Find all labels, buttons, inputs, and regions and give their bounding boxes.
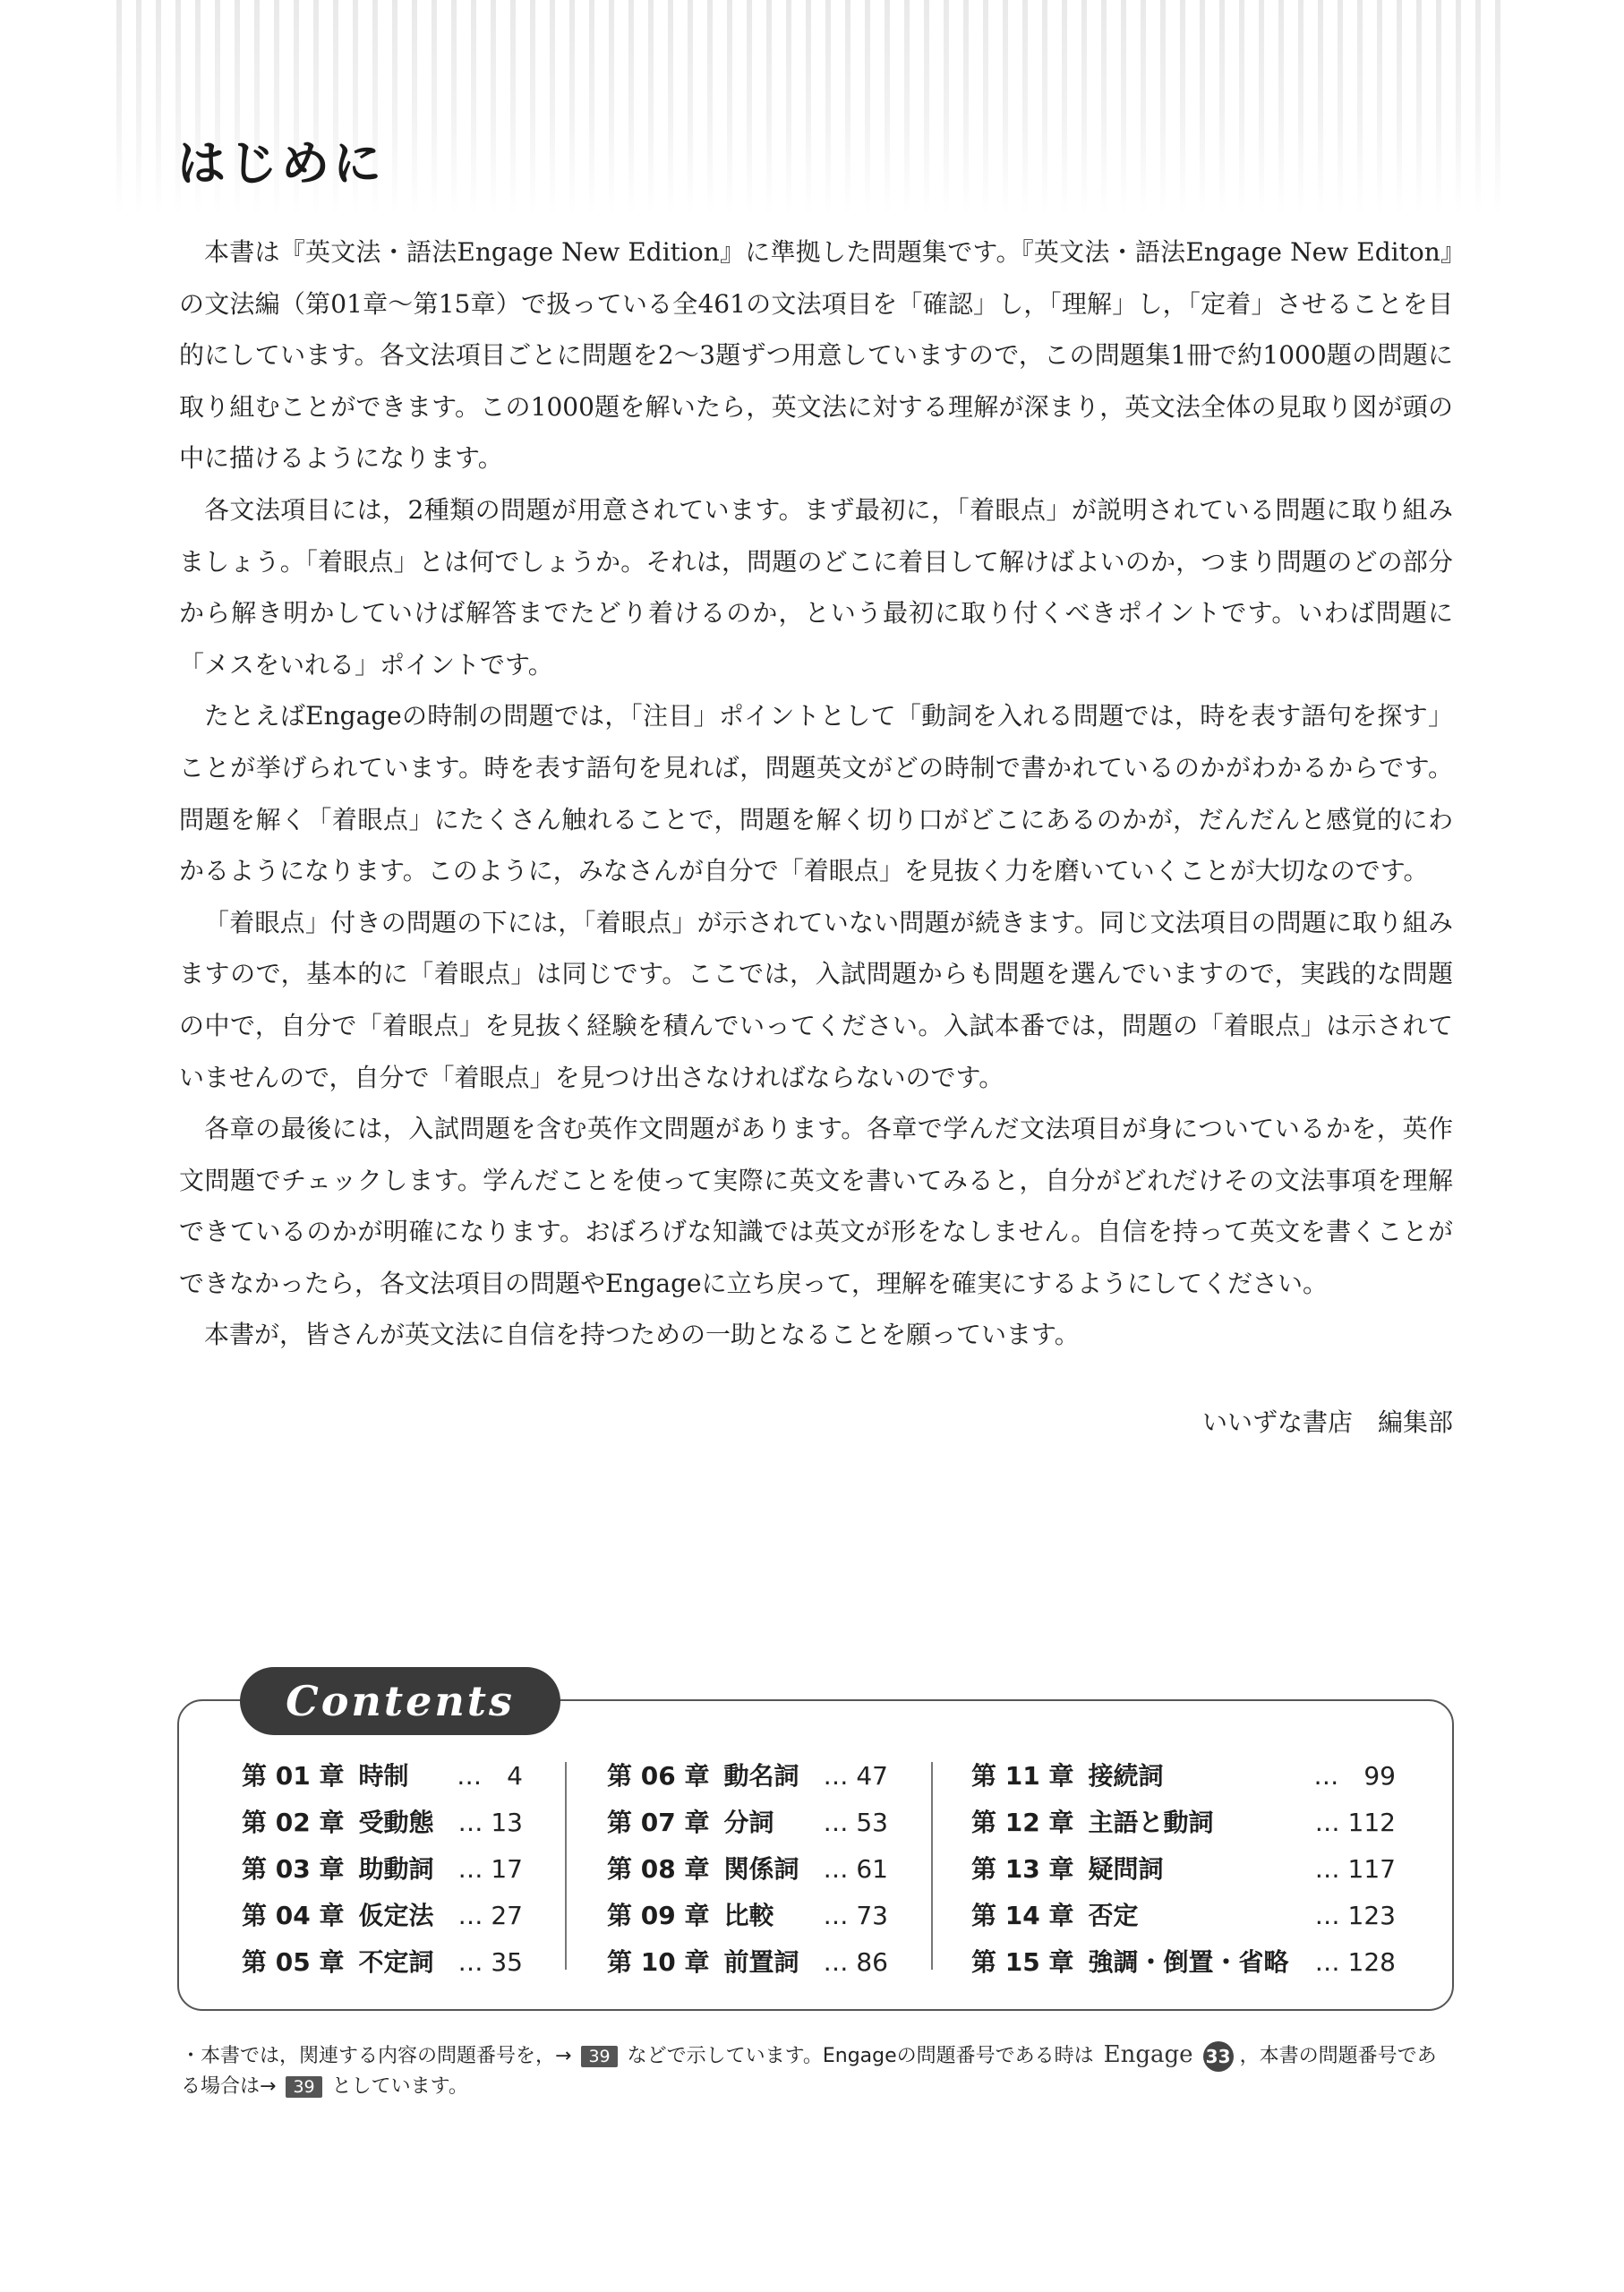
chapter-number: 第 02 章 — [242, 1808, 345, 1837]
paragraph: 各文法項目には，2種類の問題が用意されています。まず最初に，「着眼点」が説明されている問題に取り組みましょう。「着眼点」とは何でしょうか。それは，問題のどこに着目して解けばよいのか，つまり問題のどの部分から解き明かしていけば解答までたどり着けるのか，という最初に取り付くべきポイントです。いわば問題に「メスをいれる」ポイントです。 — [179, 494, 1453, 680]
engage-number-circle: 33 — [1203, 2041, 1234, 2072]
chapter-number: 第 14 章 — [971, 1901, 1074, 1930]
toc-entry[interactable] — [971, 1753, 1396, 1800]
toc-entry[interactable] — [607, 1893, 888, 1939]
page-number: … 53 — [823, 1808, 888, 1837]
preface-body — [179, 227, 1453, 1361]
toc-entry[interactable] — [971, 1939, 1396, 1986]
chapter-number: 第 10 章 — [607, 1947, 710, 1977]
footnote-text: などで示しています。Engageの問題番号である時は — [627, 2045, 1094, 2067]
toc-entry[interactable] — [607, 1800, 888, 1846]
column-divider — [931, 1762, 933, 1970]
paragraph: たとえばEngageの時制の問題では，「注目」ポイントとして「動詞を入れる問題では，時を表す語句を探す」ことが挙げられています。時を表す語句を見れば，問題英文がどの時制で書かれているのかがわかるからです。問題を解く「着眼点」にたくさん触れることで，問題を解く切り口がどこにあるのかが，だんだんと感覚的にわかるようになります。このように，みなさんが自分で「着眼点」を見抜く力を磨いていくことが大切なのです。 — [179, 701, 1453, 886]
chapter-number: 第 15 章 — [971, 1947, 1074, 1977]
page-number: … 73 — [823, 1901, 888, 1930]
contents-column-2 — [607, 1753, 888, 1982]
chapter-number: 第 05 章 — [242, 1947, 345, 1977]
page-number: … 117 — [1314, 1854, 1396, 1884]
chapter-title: 強調・倒置・省略 — [1088, 1947, 1289, 1977]
chapter-number: 第 06 章 — [607, 1761, 710, 1791]
chapter-title: 主語と動詞 — [1088, 1808, 1214, 1837]
contents-column-1 — [242, 1753, 523, 1982]
page-number: … 123 — [1314, 1901, 1396, 1930]
toc-entry[interactable] — [242, 1939, 523, 1986]
toc-entry[interactable] — [607, 1753, 888, 1800]
page-number: … 99 — [1313, 1761, 1396, 1791]
paragraph: 「着眼点」付きの問題の下には，「着眼点」が示されていない問題が続きます。同じ文法項目の問題に取り組みますので，基本的に「着眼点」は同じです。ここでは，入試問題からも問題を選んでいますので，実践的な問題の中で，自分で「着眼点」を見抜く経験を積んでいってください。入試本番では，問題の「着眼点」は示されていませんので，自分で「着眼点」を見つけ出さなければならないのです。 — [179, 907, 1453, 1092]
chapter-number: 第 12 章 — [971, 1808, 1074, 1837]
toc-entry[interactable] — [971, 1893, 1396, 1939]
page-number: … 47 — [823, 1761, 888, 1791]
chapter-title: 分詞 — [723, 1808, 774, 1837]
chapter-title: 関係詞 — [723, 1854, 799, 1884]
chapter-title: 否定 — [1088, 1901, 1139, 1930]
chapter-title: 疑問詞 — [1088, 1854, 1164, 1884]
chapter-title: 仮定法 — [358, 1901, 434, 1930]
chapter-title: 比較 — [723, 1901, 774, 1930]
footnote-text: としています。 — [331, 2075, 468, 2098]
chapter-title: 動名詞 — [723, 1761, 799, 1791]
chapter-title: 不定詞 — [358, 1947, 434, 1977]
reference-number-badge: 39 — [581, 2046, 617, 2067]
page-number: … 112 — [1314, 1808, 1396, 1837]
chapter-number: 第 03 章 — [242, 1854, 345, 1884]
toc-entry[interactable] — [242, 1800, 523, 1846]
contents-heading: Contents — [240, 1667, 560, 1735]
chapter-number: 第 11 章 — [971, 1761, 1074, 1791]
toc-entry[interactable] — [242, 1846, 523, 1893]
chapter-number: 第 04 章 — [242, 1901, 345, 1930]
footnote-text: ・本書では，関連する内容の問題番号を，→ — [181, 2045, 572, 2067]
chapter-title: 受動態 — [358, 1808, 434, 1837]
chapter-number: 第 13 章 — [971, 1854, 1074, 1884]
chapter-number: 第 01 章 — [242, 1761, 345, 1791]
footnote-text: ，本書の問題番号である場合は→ — [181, 2045, 1437, 2098]
chapter-title: 前置詞 — [723, 1947, 799, 1977]
page-number: … 35 — [457, 1947, 523, 1977]
chapter-number: 第 09 章 — [607, 1901, 710, 1930]
page-number: … 27 — [457, 1901, 523, 1930]
page-number: … 17 — [457, 1854, 523, 1884]
paragraph: 各章の最後には，入試問題を含む英作文問題があります。各章で学んだ文法項目が身についているかを，英作文問題でチェックします。学んだことを使って実際に英文を書いてみると，自分がどれだけその文法事項を理解できているのかが明確になります。おぼろげな知識では英文が形をなしません。自信を持って英文を書くことができなかったら，各文法項目の問題やEngageに立ち戻って，理解を確実にするようにしてください。 — [179, 1114, 1453, 1298]
toc-entry[interactable] — [607, 1846, 888, 1893]
signature: いいずな書店 編集部 — [1201, 1407, 1453, 1437]
footnote — [181, 2040, 1452, 2102]
page-number: … 61 — [823, 1854, 888, 1884]
chapter-title: 接続詞 — [1088, 1761, 1164, 1791]
contents-column-3 — [971, 1753, 1396, 1982]
reference-number-badge: 39 — [286, 2076, 321, 2098]
toc-entry[interactable] — [971, 1800, 1396, 1846]
toc-entry[interactable] — [607, 1939, 888, 1986]
toc-entry[interactable] — [971, 1846, 1396, 1893]
chapter-title: 助動詞 — [358, 1854, 434, 1884]
engage-label: Engage — [1103, 2041, 1193, 2068]
page-number: … 4 — [457, 1761, 523, 1791]
toc-entry[interactable] — [242, 1753, 523, 1800]
page-number: … 86 — [823, 1947, 888, 1977]
toc-entry[interactable] — [242, 1893, 523, 1939]
column-divider — [565, 1762, 567, 1970]
page-number: … 128 — [1314, 1947, 1396, 1977]
paragraph: 本書が，皆さんが英文法に自信を持つための一助となることを願っています。 — [204, 1320, 1080, 1350]
chapter-number: 第 08 章 — [607, 1854, 710, 1884]
chapter-number: 第 07 章 — [607, 1808, 710, 1837]
paragraph: 本書は『英文法・語法Engage New Edition』に準拠した問題集です。『英文法・語法Engage New Editon』の文法編（第01章〜第15章）で扱っている全461の文法項目を「確認」し，「理解」し，「定着」させることを目的にしています。各文法項目ごとに問題を2〜3題ずつ用意していますので，この問題集1冊で約1000題の問題に取り組むことができます。この1000題を解いたら，英文法に対する理解が深まり，英文法全体の見取り図が頭の中に描けるようになります。 — [179, 237, 1453, 474]
page-title: はじめに — [177, 135, 385, 192]
chapter-title: 時制 — [358, 1761, 409, 1791]
page-number: … 13 — [457, 1808, 523, 1837]
